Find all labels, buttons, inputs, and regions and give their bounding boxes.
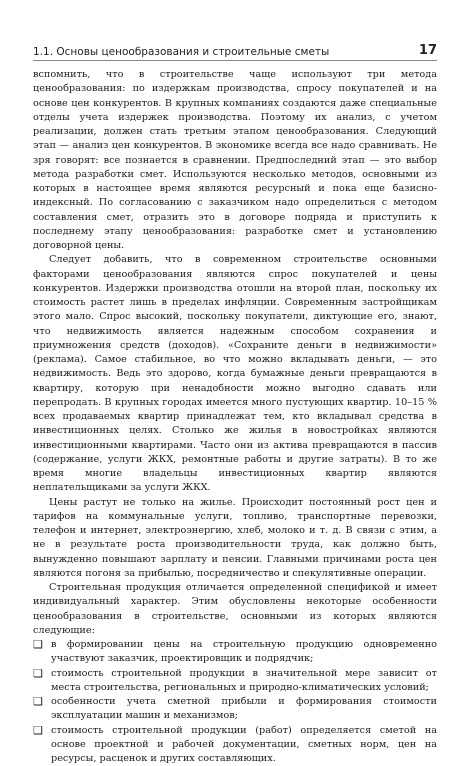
list-item-text: стоимость строительной продукции (работ) определяется сметой на основе проектной и рабочей документации, сметных норм, цен на ресурсы, расценок и других составляющих. [51, 725, 437, 765]
list-item-text: особенности учета сметной прибыли и формирования стоимости эксплуатации машин и механизмов; [51, 696, 437, 721]
paragraph: Строительная продукция отличается определенной спецификой и имеет индивидуальный характер. Этим обусловлены некоторые особенности ценообразования в строительстве, основными из которых являются следующие: [33, 581, 437, 638]
checkbox-bullet-icon: ❑ [33, 724, 43, 738]
list-item [33, 667, 437, 696]
header-rule [33, 60, 437, 61]
checkbox-bullet-icon: ❑ [33, 667, 43, 681]
list-item [33, 695, 437, 724]
paragraph: Следует добавить, что в современном строительстве основными факторами ценообразования являются спрос покупателей и цены конкурентов. Издержки производства отошли на второй план, поскольку их стоимость растет лишь в пределах инфляции. Современным застройщикам этого мало. Спрос высокий, поскольку покупатели, диктующие его, знают, что недвижимость является надежным способом сохранения и приумножения средств (доходов). «Сохраните деньги в недвижимости» (реклама). Самое стабильное, во что можно вкладывать деньги, — это недвижимость. Ведь это здорово, когда бумажные деньги превращаются в квартиру, которую при ненадобности можно выгодно сдавать или перепродать. В крупных городах имеется много пустующих квартир. 10–15 % всех продаваемых квартир принадлежат тем, кто вкладывал средства в инвестиционных целях. Столько же жилья в новостройках являются инвестиционными квартирами. Часто они из актива превращаются в пассив (содержание, услуги ЖКХ, ремонтные работы и другие затраты). В то же время многие владельцы инвестиционных квартир являются неплательщиками за услуги ЖКХ. [33, 253, 437, 495]
list-item [33, 638, 437, 667]
paragraph: Цены растут не только на жилье. Происходит постоянный рост цен и тарифов на коммунальные услуги, топливо, транспортные перевозки, телефон и интернет, электроэнергию, хлеб, молоко и т. д. В связи с этим, а не в результате роста производительности труда, как должно быть, вынужденно повышают зарплату и пенсии. Главными причинами роста цен являются погоня за прибылью, посредничество и спекулятивные операции. [33, 496, 437, 582]
paragraph: вспомнить, что в строительстве чаще используют три метода ценообразования: по издержкам производства, спросу покупателей и на основе цен конкурентов. В крупных компаниях создаются даже специальные отделы учета издержек производства. Поэтому их анализ, с учетом реализации, должен стать третьим этапом ценообразования. Следующий этап — анализ цен конкурентов. В экономике всегда все надо сравнивать. Не зря говорят: все познается в сравнении. Предпоследний этап — это выбор метода разработки смет. Используются несколько методов, основными из которых в настоящее время являются ресурсный и пока еще базисно-индексный. По согласованию с заказчиком надо определиться с методом составления смет, отразить это в договоре подряда и приступить к последнему этапу ценообразования: разработке смет и установлению договорной цены. [33, 68, 437, 253]
checkbox-bullet-icon: ❑ [33, 638, 43, 652]
list-item-text: стоимость строительной продукции в значительной мере зависит от места строительства, региональных и природно-климатических условий; [51, 668, 437, 693]
features-list [33, 638, 437, 766]
page-body [33, 68, 437, 766]
checkbox-bullet-icon: ❑ [33, 695, 43, 709]
list-item [33, 724, 437, 766]
list-item-text: в формировании цены на строительную продукцию одновременно участвуют заказчик, проектировщик и подрядчик; [51, 639, 437, 664]
section-title: 1.1. Основы ценообразования и строительные сметы [33, 46, 329, 58]
page-number: 17 [419, 43, 437, 58]
running-header [33, 38, 437, 58]
